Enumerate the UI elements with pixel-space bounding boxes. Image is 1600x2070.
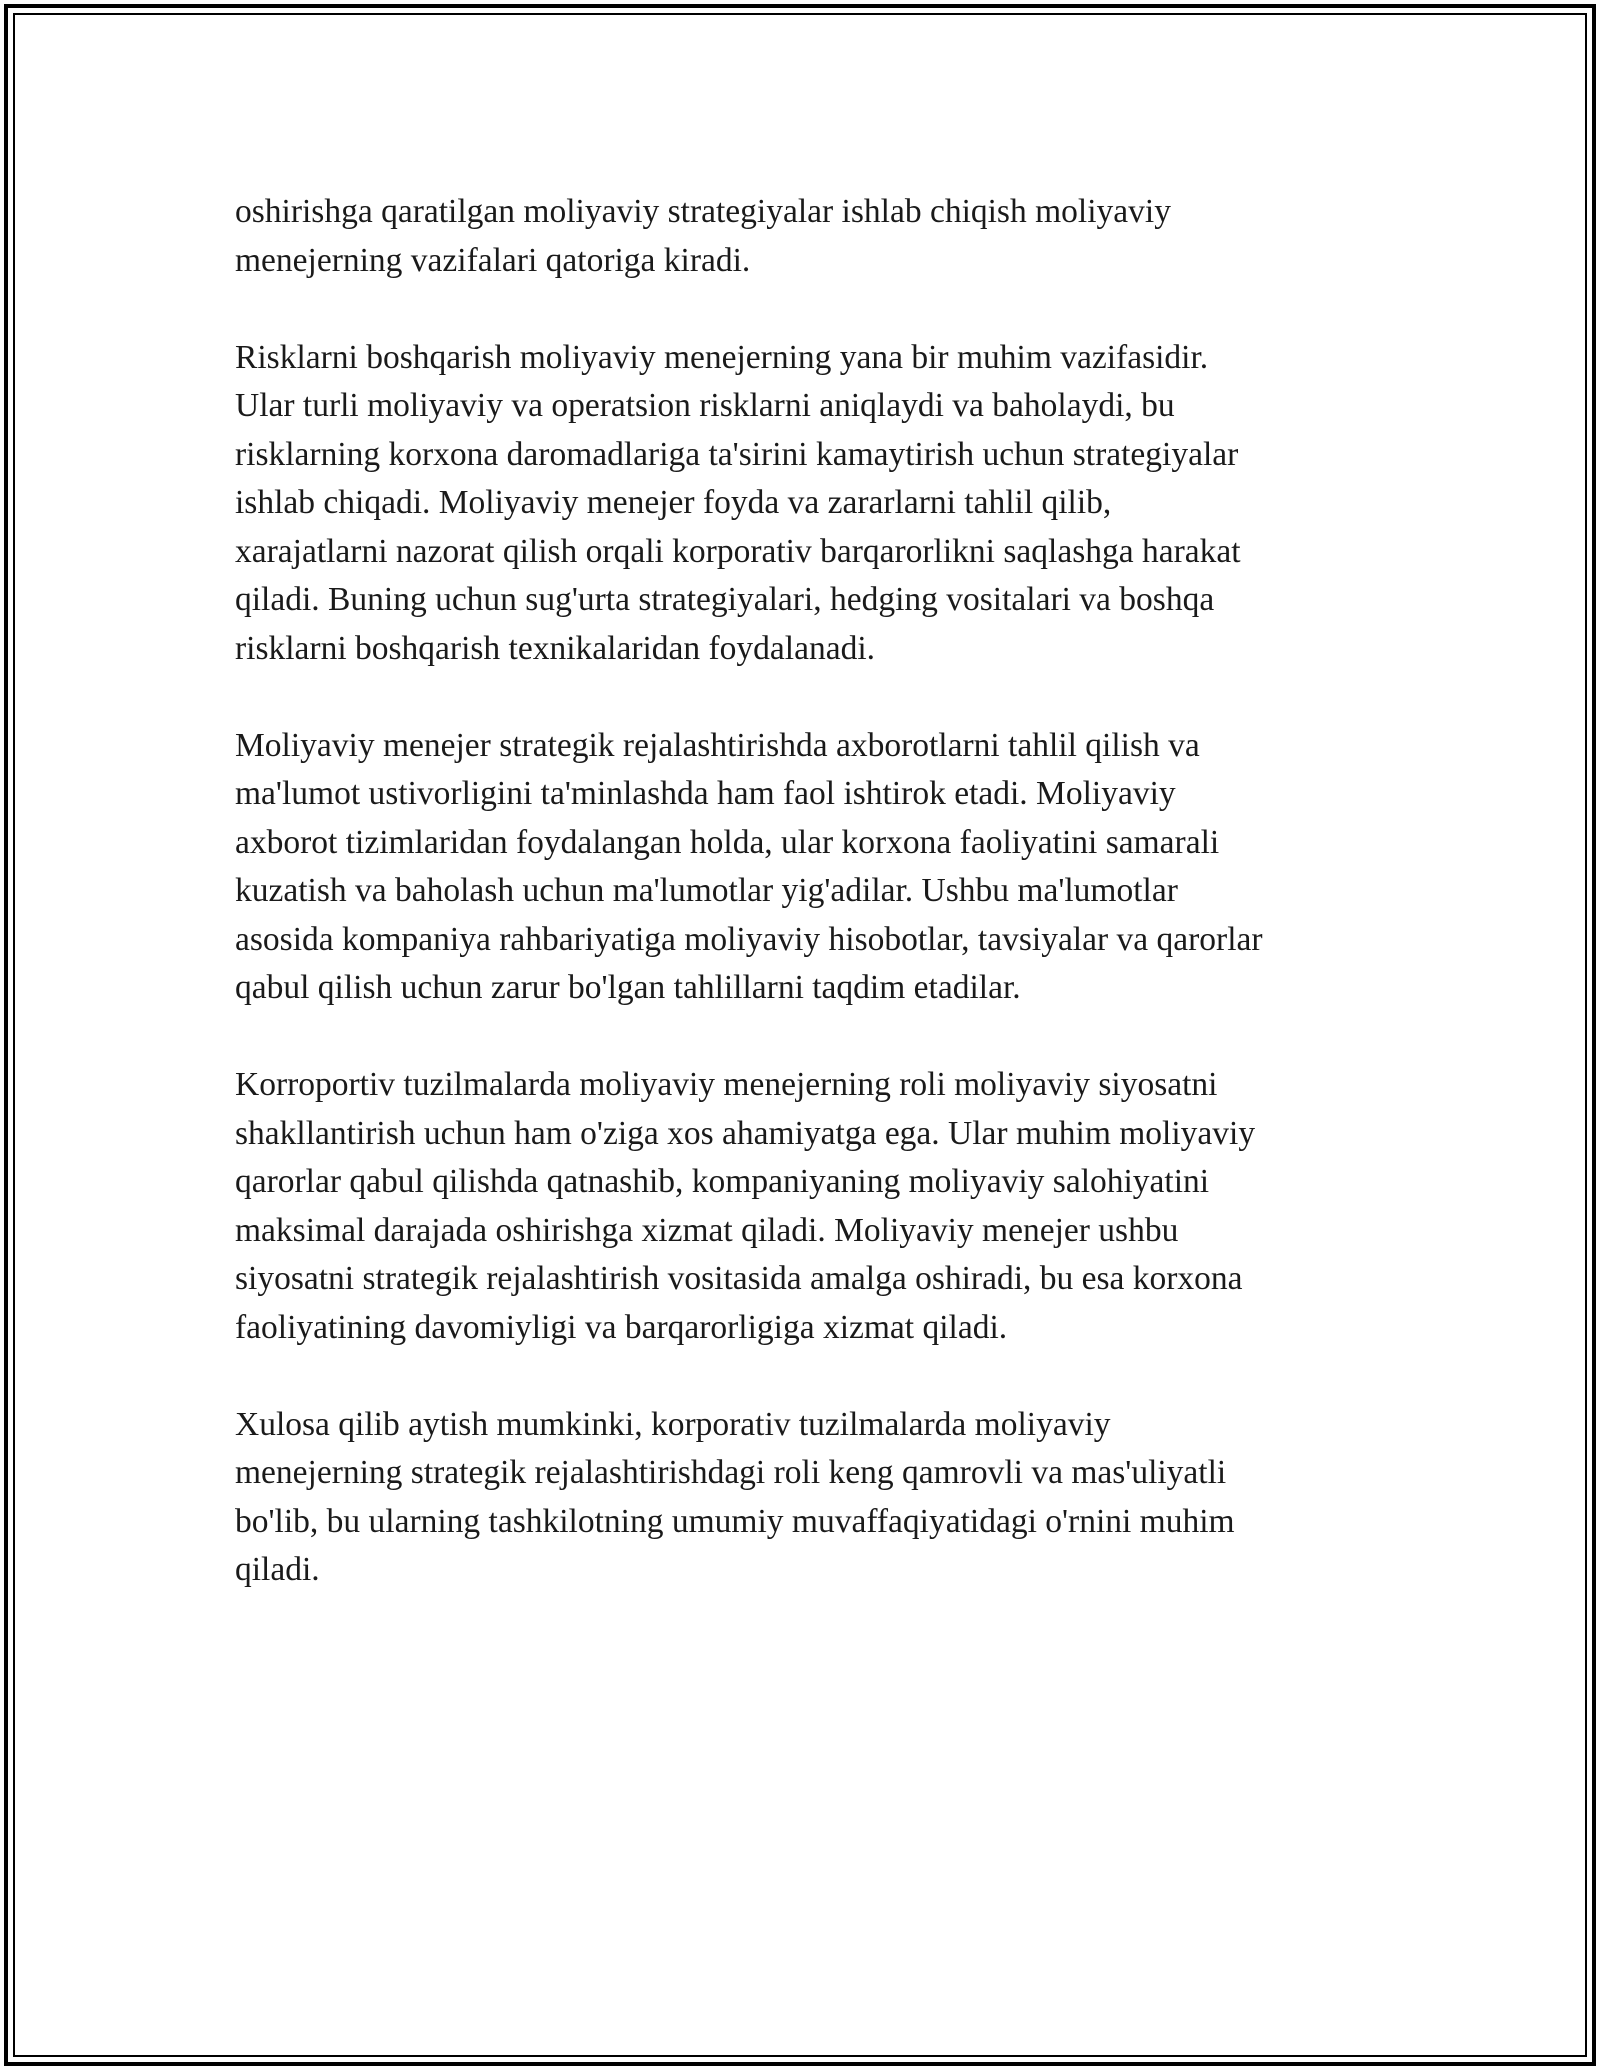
text-line: xarajatlarni nazorat qilish orqali korporativ barqarorlikni saqlashga harakat <box>235 532 1241 570</box>
text-line: Xulosa qilib aytish mumkinki, korporativ tuzilmalarda moliyaviy <box>235 1405 1111 1443</box>
text-line: menejerning strategik rejalashtirishdagi roli keng qamrovli va mas'uliyatli <box>235 1454 1227 1491</box>
text-line: qarorlar qabul qilishda qatnashib, kompaniyaning moliyaviy salohiyatini <box>235 1163 1210 1200</box>
text-line: risklarning korxona daromadlariga ta'sirini kamaytirish uchun strategiyalar <box>235 435 1239 473</box>
text-line: Risklarni boshqarish moliyaviy menejerning yana bir muhim vazifasidir. <box>235 338 1209 376</box>
text-line: Moliyaviy menejer strategik rejalashtirishda axborotlarni tahlil qilish va <box>235 726 1200 764</box>
paragraph-3 <box>235 722 1375 1013</box>
text-line: axborot tizimlaridan foydalangan holda, ular korxona faoliyatini samarali <box>235 823 1220 861</box>
text-line: asosida kompaniya rahbariyatiga moliyaviy hisobotlar, tavsiyalar va qarorlar <box>235 920 1263 958</box>
text-line: menejerning vazifalari qatoriga kiradi. <box>235 241 751 279</box>
text-line: Korroportiv tuzilmalarda moliyaviy menejerning roli moliyaviy siyosatni <box>235 1066 1218 1103</box>
text-line: ishlab chiqadi. Moliyaviy menejer foyda va zararlarni tahlil qilib, <box>235 484 1112 521</box>
text-line: oshirishga qaratilgan moliyaviy strategiyalar ishlab chiqish moliyaviy <box>235 193 1171 230</box>
text-line: bo'lib, bu ularning tashkilotning umumiy muvaffaqiyatidagi o'rnini muhim <box>235 1502 1235 1540</box>
text-line: faoliyatining davomiyligi va barqarorligiga xizmat qiladi. <box>235 1308 1008 1346</box>
text-line: qabul qilish uchun zarur bo'lgan tahlillarni taqdim etadilar. <box>235 969 1021 1006</box>
text-line: maksimal darajada oshirishga xizmat qiladi. Moliyaviy menejer ushbu <box>235 1211 1179 1249</box>
paragraph-5 <box>235 1401 1375 1595</box>
text-line: qiladi. Buning uchun sug'urta strategiyalari, hedging vositalari va boshqa <box>235 581 1215 618</box>
text-line: siyosatni strategik rejalashtirish vositasida amalga oshiradi, bu esa korxona <box>235 1260 1243 1297</box>
paragraph-1 <box>235 188 1375 285</box>
paragraph-2 <box>235 334 1375 674</box>
text-line: qiladi. <box>235 1551 320 1588</box>
text-line: Ular turli moliyaviy va operatsion risklarni aniqlaydi va baholaydi, bu <box>235 387 1175 424</box>
text-line: kuzatish va baholash uchun ma'lumotlar yig'adilar. Ushbu ma'lumotlar <box>235 872 1178 909</box>
text-line: risklarni boshqarish texnikalaridan foydalanadi. <box>235 629 876 667</box>
text-line: shakllantirish uchun ham o'ziga xos ahamiyatga ega. Ular muhim moliyaviy <box>235 1114 1256 1152</box>
text-line: ma'lumot ustivorligini ta'minlashda ham faol ishtirok etadi. Moliyaviy <box>235 775 1176 812</box>
document-body <box>235 188 1375 1643</box>
paragraph-4 <box>235 1061 1375 1352</box>
